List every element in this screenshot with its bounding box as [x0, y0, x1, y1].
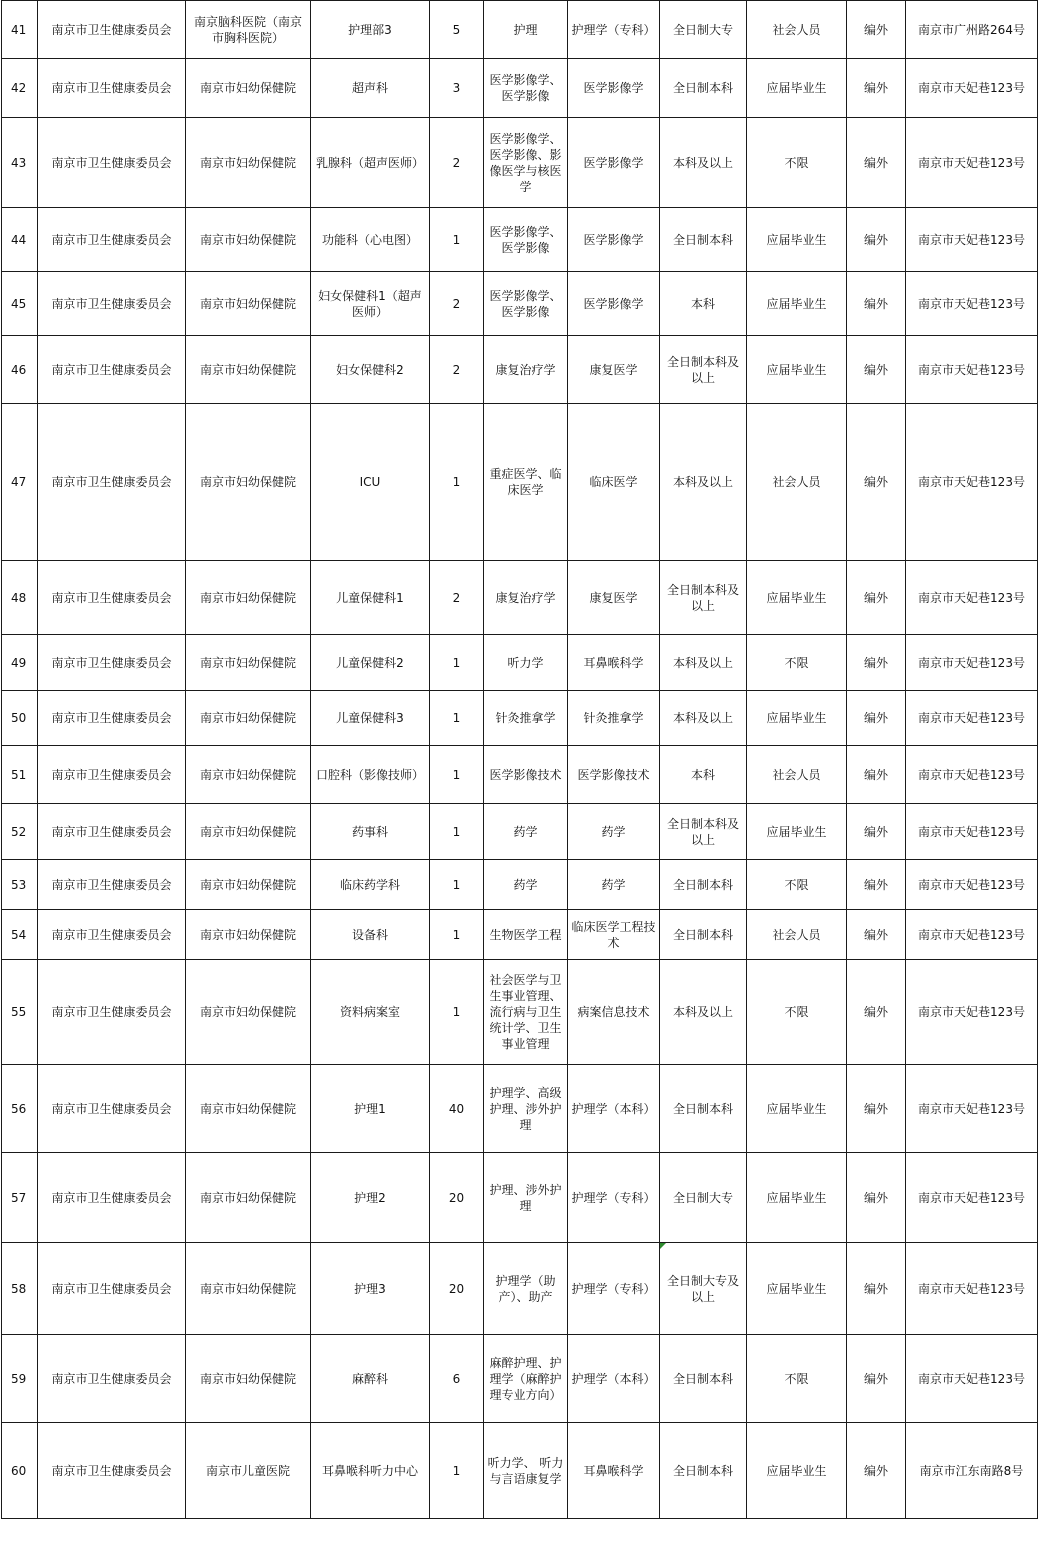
- cell-department: 南京市卫生健康委员会: [38, 1, 186, 59]
- cell-education: 全日制本科: [660, 860, 747, 910]
- cell-row-number: 43: [2, 118, 38, 208]
- cell-institution: 南京市妇幼保健院: [186, 336, 311, 404]
- cell-headcount: 1: [430, 208, 484, 272]
- cell-address: 南京市天妃巷123号: [906, 960, 1038, 1065]
- cell-major: 听力学、 听力与言语康复学: [484, 1423, 568, 1519]
- cell-address: 南京市天妃巷123号: [906, 910, 1038, 960]
- cell-major: 针灸推拿学: [484, 691, 568, 746]
- cell-department: 南京市卫生健康委员会: [38, 118, 186, 208]
- cell-staffing-type: 编外: [847, 208, 906, 272]
- cell-institution: 南京市妇幼保健院: [186, 1243, 311, 1335]
- cell-row-number: 46: [2, 336, 38, 404]
- cell-department: 南京市卫生健康委员会: [38, 1065, 186, 1153]
- cell-address: 南京市天妃巷123号: [906, 404, 1038, 561]
- cell-major: 护理学、高级护理、涉外护理: [484, 1065, 568, 1153]
- cell-major: 麻醉护理、护理学（麻醉护理专业方向）: [484, 1335, 568, 1423]
- cell-headcount: 1: [430, 1423, 484, 1519]
- cell-applicant-type: 应届毕业生: [747, 59, 847, 118]
- cell-education: 本科及以上: [660, 691, 747, 746]
- table-row: [2, 691, 1038, 746]
- cell-position: 耳鼻喉科听力中心: [311, 1423, 430, 1519]
- cell-position: 功能科（心电图）: [311, 208, 430, 272]
- table-row: [2, 960, 1038, 1065]
- cell-position: 妇女保健科2: [311, 336, 430, 404]
- cell-major-category: 医学影像学: [568, 59, 660, 118]
- cell-institution: 南京市妇幼保健院: [186, 691, 311, 746]
- cell-row-number: 60: [2, 1423, 38, 1519]
- cell-address: 南京市天妃巷123号: [906, 272, 1038, 336]
- cell-row-number: 51: [2, 746, 38, 804]
- table-row: [2, 1, 1038, 59]
- cell-address: 南京市天妃巷123号: [906, 118, 1038, 208]
- cell-institution: 南京市妇幼保健院: [186, 860, 311, 910]
- cell-education: 全日制本科及以上: [660, 804, 747, 860]
- cell-headcount: 20: [430, 1153, 484, 1243]
- cell-major-category: 护理学（专科）: [568, 1243, 660, 1335]
- cell-institution: 南京市妇幼保健院: [186, 960, 311, 1065]
- cell-education: 本科及以上: [660, 118, 747, 208]
- cell-headcount: 1: [430, 404, 484, 561]
- cell-education: 全日制本科及以上: [660, 561, 747, 635]
- cell-major-category: 药学: [568, 860, 660, 910]
- cell-major-category: 临床医学工程技术: [568, 910, 660, 960]
- cell-major-category: 医学影像技术: [568, 746, 660, 804]
- cell-education: 全日制本科及以上: [660, 336, 747, 404]
- cell-position: 护理1: [311, 1065, 430, 1153]
- table-row: [2, 910, 1038, 960]
- cell-applicant-type: 应届毕业生: [747, 272, 847, 336]
- cell-headcount: 2: [430, 272, 484, 336]
- cell-department: 南京市卫生健康委员会: [38, 860, 186, 910]
- cell-row-number: 50: [2, 691, 38, 746]
- cell-institution: 南京市妇幼保健院: [186, 1153, 311, 1243]
- cell-address: 南京市天妃巷123号: [906, 860, 1038, 910]
- cell-address: 南京市广州路264号: [906, 1, 1038, 59]
- cell-department: 南京市卫生健康委员会: [38, 208, 186, 272]
- cell-position: 妇女保健科1（超声医师）: [311, 272, 430, 336]
- cell-applicant-type: 应届毕业生: [747, 1423, 847, 1519]
- cell-address: 南京市天妃巷123号: [906, 746, 1038, 804]
- cell-major: 医学影像学、医学影像: [484, 208, 568, 272]
- cell-address: 南京市江东南路8号: [906, 1423, 1038, 1519]
- cell-applicant-type: 不限: [747, 860, 847, 910]
- cell-position: 儿童保健科2: [311, 635, 430, 691]
- cell-institution: 南京市妇幼保健院: [186, 59, 311, 118]
- cell-applicant-type: 应届毕业生: [747, 208, 847, 272]
- cell-education: 全日制本科: [660, 1335, 747, 1423]
- cell-department: 南京市卫生健康委员会: [38, 272, 186, 336]
- cell-address: 南京市天妃巷123号: [906, 804, 1038, 860]
- cell-row-number: 44: [2, 208, 38, 272]
- cell-major-category: 医学影像学: [568, 208, 660, 272]
- cell-address: 南京市天妃巷123号: [906, 1065, 1038, 1153]
- cell-position: 设备科: [311, 910, 430, 960]
- cell-institution: 南京市妇幼保健院: [186, 804, 311, 860]
- cell-education: 全日制大专: [660, 1, 747, 59]
- table-row: [2, 746, 1038, 804]
- cell-address: 南京市天妃巷123号: [906, 691, 1038, 746]
- cell-headcount: 3: [430, 59, 484, 118]
- table-body: [2, 1, 1038, 1519]
- table-row: [2, 1065, 1038, 1153]
- cell-education: 全日制本科: [660, 208, 747, 272]
- cell-applicant-type: 应届毕业生: [747, 804, 847, 860]
- cell-major: 医学影像学、医学影像、影像医学与核医学: [484, 118, 568, 208]
- cell-major: 护理、涉外护理: [484, 1153, 568, 1243]
- cell-headcount: 1: [430, 635, 484, 691]
- cell-institution: 南京市妇幼保健院: [186, 561, 311, 635]
- cell-major-category: 护理学（专科）: [568, 1, 660, 59]
- cell-education: 全日制大专及以上: [660, 1243, 747, 1335]
- cell-major-category: 医学影像学: [568, 118, 660, 208]
- cell-education: 全日制大专: [660, 1153, 747, 1243]
- cell-staffing-type: 编外: [847, 336, 906, 404]
- cell-position: 儿童保健科1: [311, 561, 430, 635]
- cell-staffing-type: 编外: [847, 1, 906, 59]
- cell-education: 全日制本科: [660, 59, 747, 118]
- cell-staffing-type: 编外: [847, 1243, 906, 1335]
- cell-major: 重症医学、临床医学: [484, 404, 568, 561]
- cell-department: 南京市卫生健康委员会: [38, 1335, 186, 1423]
- cell-major: 医学影像学、医学影像: [484, 59, 568, 118]
- cell-applicant-type: 应届毕业生: [747, 1065, 847, 1153]
- table-row: [2, 1153, 1038, 1243]
- cell-staffing-type: 编外: [847, 910, 906, 960]
- cell-applicant-type: 不限: [747, 635, 847, 691]
- cell-major: 医学影像学、医学影像: [484, 272, 568, 336]
- cell-row-number: 53: [2, 860, 38, 910]
- cell-row-number: 42: [2, 59, 38, 118]
- cell-staffing-type: 编外: [847, 746, 906, 804]
- cell-position: 超声科: [311, 59, 430, 118]
- cell-applicant-type: 应届毕业生: [747, 561, 847, 635]
- table-row: [2, 561, 1038, 635]
- cell-institution: 南京市妇幼保健院: [186, 404, 311, 561]
- cell-major-category: 护理学（本科）: [568, 1335, 660, 1423]
- cell-department: 南京市卫生健康委员会: [38, 804, 186, 860]
- cell-institution: 南京市儿童医院: [186, 1423, 311, 1519]
- cell-position: 临床药学科: [311, 860, 430, 910]
- cell-position: 口腔科（影像技师）: [311, 746, 430, 804]
- cell-headcount: 40: [430, 1065, 484, 1153]
- cell-education: 全日制本科: [660, 1065, 747, 1153]
- table-row: [2, 1335, 1038, 1423]
- cell-major-category: 医学影像学: [568, 272, 660, 336]
- cell-major: 康复治疗学: [484, 336, 568, 404]
- cell-address: 南京市天妃巷123号: [906, 59, 1038, 118]
- cell-applicant-type: 社会人员: [747, 404, 847, 561]
- cell-staffing-type: 编外: [847, 635, 906, 691]
- cell-major: 药学: [484, 804, 568, 860]
- cell-address: 南京市天妃巷123号: [906, 1335, 1038, 1423]
- cell-row-number: 58: [2, 1243, 38, 1335]
- cell-department: 南京市卫生健康委员会: [38, 691, 186, 746]
- cell-staffing-type: 编外: [847, 1065, 906, 1153]
- cell-education: 本科: [660, 746, 747, 804]
- cell-department: 南京市卫生健康委员会: [38, 910, 186, 960]
- cell-row-number: 49: [2, 635, 38, 691]
- cell-education: 全日制本科: [660, 1423, 747, 1519]
- cell-position: ICU: [311, 404, 430, 561]
- cell-headcount: 2: [430, 118, 484, 208]
- cell-major-category: 针灸推拿学: [568, 691, 660, 746]
- cell-headcount: 1: [430, 860, 484, 910]
- cell-staffing-type: 编外: [847, 860, 906, 910]
- cell-address: 南京市天妃巷123号: [906, 1243, 1038, 1335]
- cell-address: 南京市天妃巷123号: [906, 561, 1038, 635]
- cell-department: 南京市卫生健康委员会: [38, 1243, 186, 1335]
- cell-education: 全日制本科: [660, 910, 747, 960]
- cell-headcount: 1: [430, 804, 484, 860]
- cell-position: 护理3: [311, 1243, 430, 1335]
- cell-applicant-type: 社会人员: [747, 746, 847, 804]
- table-row: [2, 59, 1038, 118]
- cell-major: 药学: [484, 860, 568, 910]
- cell-staffing-type: 编外: [847, 1335, 906, 1423]
- cell-department: 南京市卫生健康委员会: [38, 336, 186, 404]
- cell-position: 护理2: [311, 1153, 430, 1243]
- cell-education: 本科: [660, 272, 747, 336]
- cell-education: 本科及以上: [660, 404, 747, 561]
- table-row: [2, 1243, 1038, 1335]
- cell-major-category: 护理学（专科）: [568, 1153, 660, 1243]
- cell-major: 护理: [484, 1, 568, 59]
- cell-major-category: 药学: [568, 804, 660, 860]
- cell-major: 康复治疗学: [484, 561, 568, 635]
- cell-staffing-type: 编外: [847, 404, 906, 561]
- cell-headcount: 2: [430, 336, 484, 404]
- cell-headcount: 1: [430, 910, 484, 960]
- cell-row-number: 56: [2, 1065, 38, 1153]
- cell-headcount: 5: [430, 1, 484, 59]
- cell-headcount: 1: [430, 746, 484, 804]
- cell-major: 医学影像技术: [484, 746, 568, 804]
- cell-staffing-type: 编外: [847, 804, 906, 860]
- cell-applicant-type: 不限: [747, 1335, 847, 1423]
- cell-position: 资料病案室: [311, 960, 430, 1065]
- cell-staffing-type: 编外: [847, 59, 906, 118]
- cell-institution: 南京市妇幼保健院: [186, 910, 311, 960]
- cell-staffing-type: 编外: [847, 272, 906, 336]
- cell-headcount: 1: [430, 691, 484, 746]
- cell-position: 药事科: [311, 804, 430, 860]
- cell-row-number: 41: [2, 1, 38, 59]
- table-row: [2, 1423, 1038, 1519]
- cell-headcount: 2: [430, 561, 484, 635]
- cell-staffing-type: 编外: [847, 960, 906, 1065]
- table-row: [2, 860, 1038, 910]
- cell-address: 南京市天妃巷123号: [906, 635, 1038, 691]
- cell-headcount: 1: [430, 960, 484, 1065]
- cell-major-category: 耳鼻喉科学: [568, 635, 660, 691]
- table-row: [2, 804, 1038, 860]
- cell-institution: 南京市妇幼保健院: [186, 208, 311, 272]
- cell-department: 南京市卫生健康委员会: [38, 561, 186, 635]
- cell-applicant-type: 不限: [747, 960, 847, 1065]
- cell-institution: 南京市妇幼保健院: [186, 1065, 311, 1153]
- cell-row-number: 45: [2, 272, 38, 336]
- cell-institution: 南京脑科医院（南京市胸科医院）: [186, 1, 311, 59]
- table-row: [2, 208, 1038, 272]
- cell-staffing-type: 编外: [847, 561, 906, 635]
- cell-major: 听力学: [484, 635, 568, 691]
- cell-applicant-type: 应届毕业生: [747, 1243, 847, 1335]
- cell-department: 南京市卫生健康委员会: [38, 746, 186, 804]
- cell-position: 麻醉科: [311, 1335, 430, 1423]
- cell-row-number: 48: [2, 561, 38, 635]
- cell-department: 南京市卫生健康委员会: [38, 404, 186, 561]
- cell-headcount: 6: [430, 1335, 484, 1423]
- cell-applicant-type: 应届毕业生: [747, 691, 847, 746]
- cell-row-number: 57: [2, 1153, 38, 1243]
- cell-applicant-type: 应届毕业生: [747, 336, 847, 404]
- cell-major-category: 临床医学: [568, 404, 660, 561]
- cell-row-number: 55: [2, 960, 38, 1065]
- cell-institution: 南京市妇幼保健院: [186, 746, 311, 804]
- cell-headcount: 20: [430, 1243, 484, 1335]
- cell-row-number: 52: [2, 804, 38, 860]
- table-row: [2, 272, 1038, 336]
- cell-row-number: 54: [2, 910, 38, 960]
- cell-applicant-type: 社会人员: [747, 910, 847, 960]
- cell-applicant-type: 应届毕业生: [747, 1153, 847, 1243]
- cell-major: 护理学（助产）、助产: [484, 1243, 568, 1335]
- cell-staffing-type: 编外: [847, 691, 906, 746]
- cell-row-number: 59: [2, 1335, 38, 1423]
- cell-major: 社会医学与卫生事业管理、流行病与卫生统计学、卫生事业管理: [484, 960, 568, 1065]
- table-row: [2, 635, 1038, 691]
- table-row: [2, 336, 1038, 404]
- cell-staffing-type: 编外: [847, 1423, 906, 1519]
- cell-department: 南京市卫生健康委员会: [38, 960, 186, 1065]
- cell-institution: 南京市妇幼保健院: [186, 272, 311, 336]
- cell-position: 护理部3: [311, 1, 430, 59]
- cell-staffing-type: 编外: [847, 1153, 906, 1243]
- cell-applicant-type: 社会人员: [747, 1, 847, 59]
- cell-institution: 南京市妇幼保健院: [186, 1335, 311, 1423]
- table-row: [2, 404, 1038, 561]
- cell-department: 南京市卫生健康委员会: [38, 635, 186, 691]
- table-row: [2, 118, 1038, 208]
- cell-major-category: 康复医学: [568, 336, 660, 404]
- recruitment-table: [1, 0, 1038, 1519]
- cell-major-category: 康复医学: [568, 561, 660, 635]
- cell-education: 本科及以上: [660, 635, 747, 691]
- cell-address: 南京市天妃巷123号: [906, 208, 1038, 272]
- cell-major-category: 护理学（本科）: [568, 1065, 660, 1153]
- cell-address: 南京市天妃巷123号: [906, 1153, 1038, 1243]
- cell-address: 南京市天妃巷123号: [906, 336, 1038, 404]
- cell-row-number: 47: [2, 404, 38, 561]
- cell-department: 南京市卫生健康委员会: [38, 1153, 186, 1243]
- cell-department: 南京市卫生健康委员会: [38, 1423, 186, 1519]
- cell-position: 乳腺科（超声医师）: [311, 118, 430, 208]
- cell-institution: 南京市妇幼保健院: [186, 635, 311, 691]
- cell-applicant-type: 不限: [747, 118, 847, 208]
- cell-institution: 南京市妇幼保健院: [186, 118, 311, 208]
- cell-major: 生物医学工程: [484, 910, 568, 960]
- cell-position: 儿童保健科3: [311, 691, 430, 746]
- cell-major-category: 病案信息技术: [568, 960, 660, 1065]
- cell-education: 本科及以上: [660, 960, 747, 1065]
- cell-major-category: 耳鼻喉科学: [568, 1423, 660, 1519]
- cell-department: 南京市卫生健康委员会: [38, 59, 186, 118]
- cell-staffing-type: 编外: [847, 118, 906, 208]
